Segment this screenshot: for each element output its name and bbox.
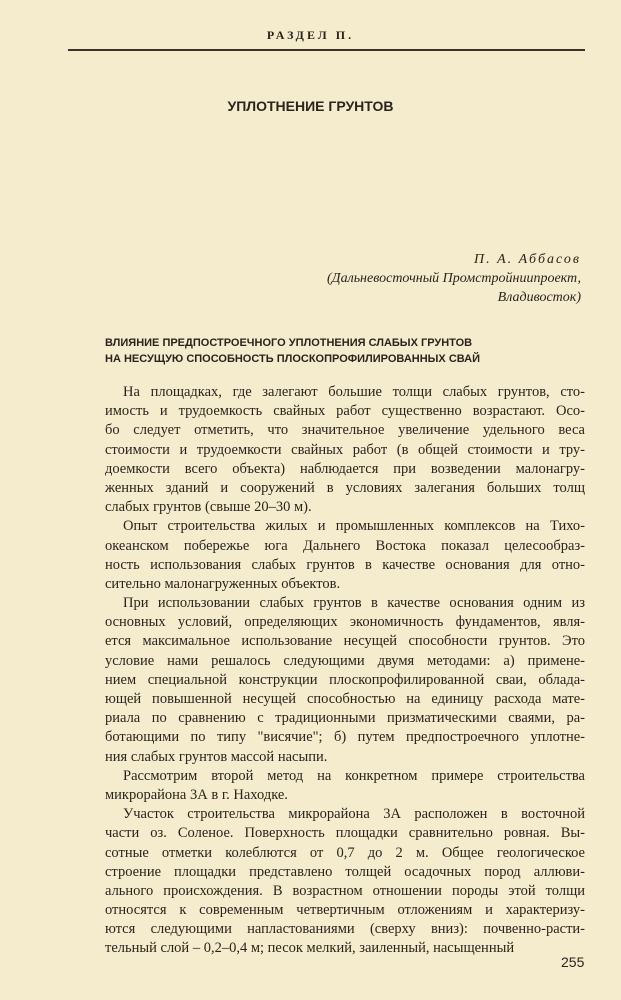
author-affiliation: (Дальневосточный Промстройниипроект, [327,271,581,286]
paragraph-line: ность использования слабых грунтов в качестве основания для отно- [105,556,585,573]
paragraph-line: ального происхождения. В возрастном отношении породы этой толщи [105,882,585,899]
paragraph-line: ющей повышенной несущей способностью на единицу расхода мате- [105,691,585,707]
paragraph-line: слабых грунтов (свыше 20–30 м). [105,499,312,516]
paragraph-line: женных зданий и сооружений в условиях залегания больших толщ [105,479,585,496]
paragraph-line: сительно малонагруженных объектов. [105,575,341,592]
author-block [327,250,581,307]
page-number: 255 [561,954,585,970]
paragraph-line: океанском побережье юга Дальнего Востока показал целесообраз- [105,537,585,554]
paragraph-line: имость и трудоемкость свайных работ существенно возрастают. Осо- [105,403,585,420]
paragraph-line: ния слабых грунтов массой насыпи. [105,748,328,765]
article-title-line: ВЛИЯНИЕ ПРЕДПОСТРОЕЧНОГО УПЛОТНЕНИЯ СЛАБЫХ ГРУНТОВ [105,337,473,349]
paragraph-line: стоимости и трудоемкости свайных работ (в общей стоимости и тру- [105,441,585,458]
paragraph-line: тельный слой – 0,2–0,4 м; песок мелкий, заиленный, насыщенный [105,940,515,957]
paragraph-line: На площадках, где залегают большие толщи слабых грунтов, сто- [123,384,585,400]
paragraph-line: Участок строительства микрорайона 3А расположен в восточной [123,806,585,823]
header-rule [68,49,585,51]
paragraph-line: При использовании слабых грунтов в качестве основания одним из [123,595,585,612]
paragraph-line: бо следует отметить, что значительное увеличение удельного веса [105,422,585,439]
paragraph-line: условие нами решалось следующими двумя методами: а) примене- [105,652,585,669]
paragraph-line: строение площадки представлено толщей осадочных пород аллюви- [105,863,585,880]
article-title [105,335,480,367]
author-city: Владивосток) [497,290,581,305]
section-title: УПЛОТНЕНИЕ ГРУНТОВ [227,98,394,114]
article-body [105,383,585,959]
paragraph-line: ботающими по типу "висячие"; б) путем предпостроечного уплотне- [105,729,585,746]
paragraph-line: доемкости всего объекта) наблюдается при возведении малонагру- [105,460,585,477]
paragraph-line: риала по сравнению с традиционными призматическими сваями, ра- [105,710,585,727]
paragraph-line: Рассмотрим второй метод на конкретном примере строительства [123,767,585,784]
paragraph-line: части оз. Соленое. Поверхность площадки сравнительно ровная. Вы- [105,825,585,842]
paragraph-line: ются следующими напластованиями (сверху вниз): почвенно-расти- [105,921,585,938]
article-title-line: НА НЕСУЩУЮ СПОСОБНОСТЬ ПЛОСКОПРОФИЛИРОВАННЫХ СВАЙ [105,353,481,365]
paragraph-line: нием специальной конструкции плоскопрофилированной сваи, облада- [105,671,585,688]
section-header: РАЗДЕЛ П. [266,28,355,42]
paragraph-line: Опыт строительства жилых и промышленных комплексов на Тихо- [123,518,585,535]
author-name: П. А. Аббасов [473,252,581,267]
paragraph-line: ется максимальное использование несущей способности грунтов. Это [105,633,585,650]
paragraph-line: относятся к современным четвертичным отложениям и характеризу- [105,902,585,919]
paragraph-line: микрорайона 3А в г. Находке. [105,786,288,803]
paragraph-line: основных условий, определяющих экономичность фундаментов, явля- [105,614,585,631]
paragraph-line: сотные отметки колеблются от 0,7 до 2 м. Общее геологическое [105,844,585,861]
